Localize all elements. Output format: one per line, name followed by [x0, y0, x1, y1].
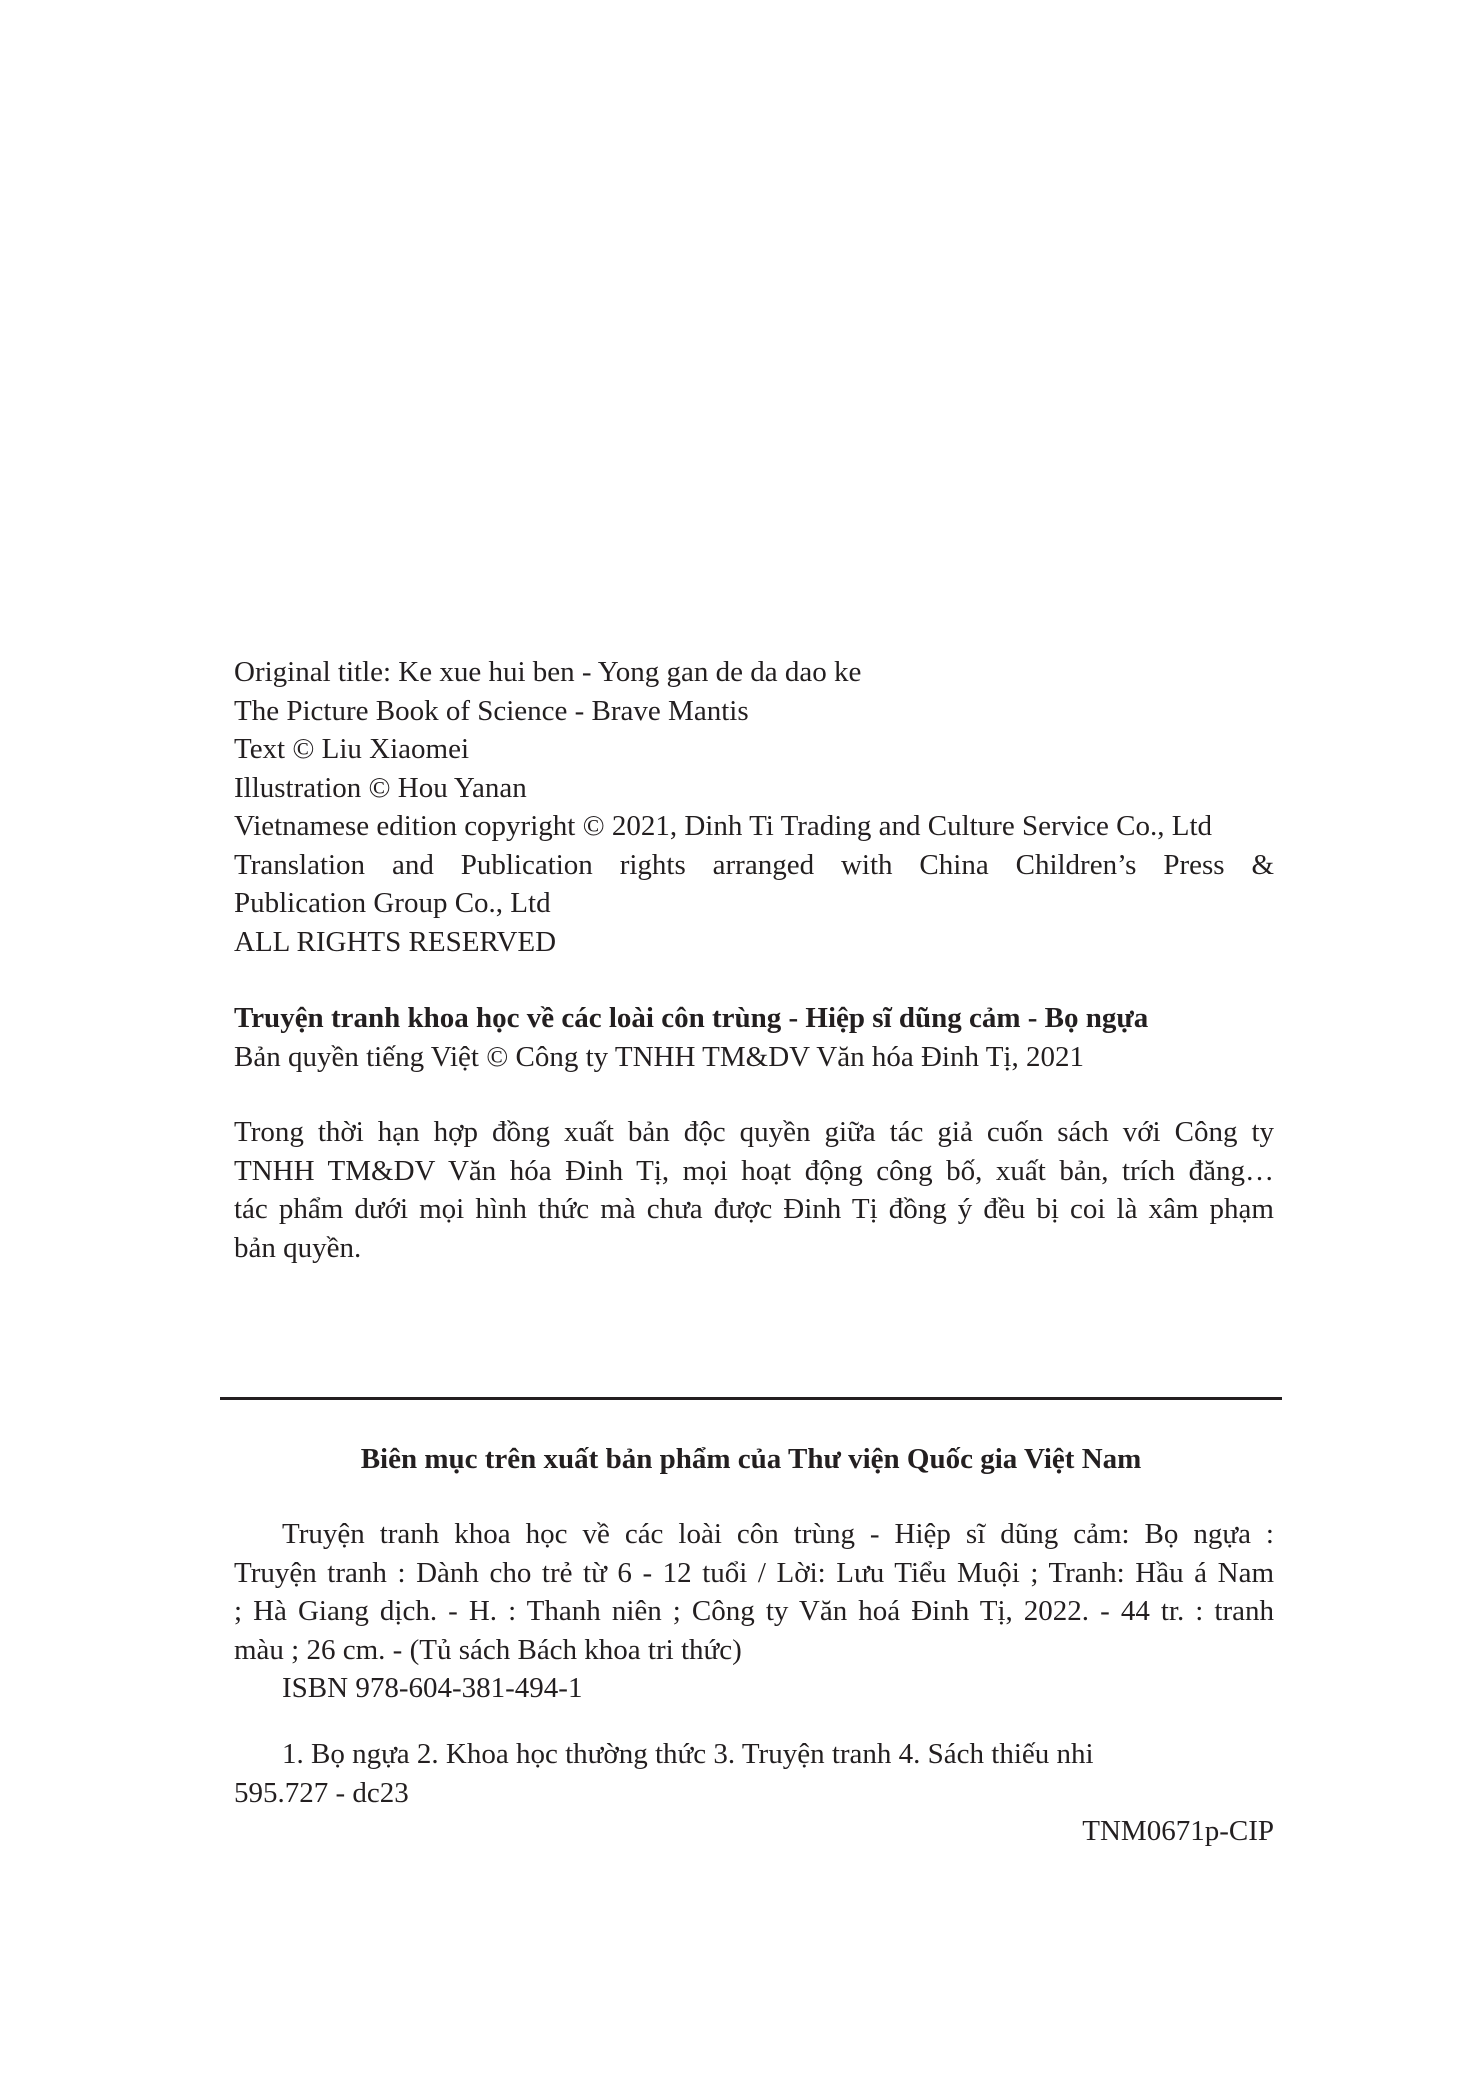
rights-arrangement-line-2: Publication Group Co., Ltd: [234, 887, 551, 919]
cip-code: TNM0671p-CIP: [1082, 1815, 1274, 1847]
vietnamese-rights-block: [234, 999, 1274, 1076]
cip-subjects: 1. Bọ ngựa 2. Khoa học thường thức 3. Truyện tranh 4. Sách thiếu nhi: [282, 1738, 1094, 1770]
all-rights-reserved: ALL RIGHTS RESERVED: [234, 925, 557, 958]
rights-arrangement-line-1: Translation and Publication rights arranged with China Children’s Press &: [234, 848, 1274, 881]
original-title: Original title: Ke xue hui ben - Yong gan de da dao ke: [234, 656, 862, 688]
cip-subjects-block: [234, 1735, 1274, 1812]
english-title: The Picture Book of Science - Brave Mantis: [234, 694, 749, 727]
notice-line: Trong thời hạn hợp đồng xuất bản độc quyền giữa tác giả cuốn sách với Công ty: [234, 1116, 1274, 1148]
cip-classification: 595.727 - dc23: [234, 1776, 409, 1809]
cip-entry: [234, 1515, 1274, 1708]
notice-line: bản quyền.: [234, 1231, 362, 1264]
isbn: ISBN 978-604-381-494-1: [282, 1672, 583, 1704]
text-credit: Text © Liu Xiaomei: [234, 733, 470, 765]
vietnamese-copyright-line: Bản quyền tiếng Việt © Công ty TNHH TM&DV Văn hóa Đinh Tị, 2021: [234, 1040, 1084, 1073]
cip-heading: Biên mục trên xuất bản phẩm của Thư viện Quốc gia Việt Nam: [360, 1443, 1142, 1475]
notice-line: TNHH TM&DV Văn hóa Đinh Tị, mọi hoạt động công bố, xuất bản, trích đăng…: [234, 1154, 1274, 1187]
copyright-notice: [234, 1113, 1274, 1267]
cip-entry-line: ; Hà Giang dịch. - H. : Thanh niên ; Công ty Văn hoá Đinh Tị, 2022. - 44 tr. : tranh: [234, 1595, 1274, 1627]
original-copyright-block: [234, 653, 1274, 961]
cip-entry-line: Truyện tranh khoa học về các loài côn trùng - Hiệp sĩ dũng cảm: Bọ ngựa :: [282, 1518, 1274, 1550]
illustration-credit: Illustration © Hou Yanan: [234, 771, 527, 804]
cip-entry-line: màu ; 26 cm. - (Tủ sách Bách khoa tri thức): [234, 1633, 742, 1666]
section-divider: [220, 1397, 1282, 1400]
cip-entry-line: Truyện tranh : Dành cho trẻ từ 6 - 12 tuổi / Lời: Lưu Tiểu Muội ; Tranh: Hầu á Nam: [234, 1556, 1274, 1589]
vietnamese-book-title: Truyện tranh khoa học về các loài côn trùng - Hiệp sĩ dũng cảm - Bọ ngựa: [234, 1002, 1149, 1034]
notice-line: tác phẩm dưới mọi hình thức mà chưa được Đinh Tị đồng ý đều bị coi là xâm phạm: [234, 1193, 1274, 1225]
edition-copyright: Vietnamese edition copyright © 2021, Dinh Ti Trading and Culture Service Co., Ltd: [234, 810, 1213, 842]
